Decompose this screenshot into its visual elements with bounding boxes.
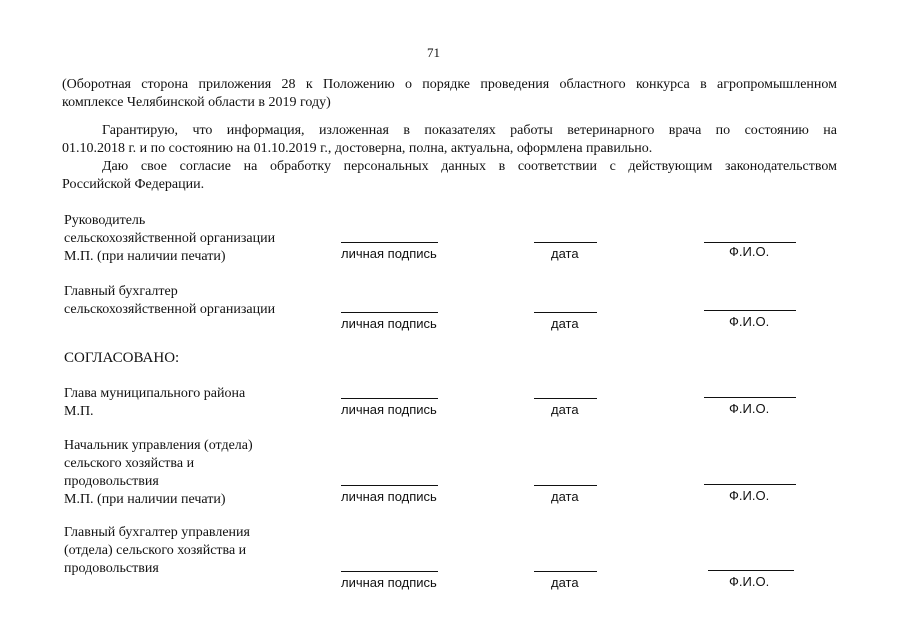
label-line: (отдела) сельского хозяйства и <box>64 543 247 558</box>
date-line <box>534 312 597 313</box>
signature-caption: личная подпись <box>341 402 437 417</box>
name-line <box>704 397 796 398</box>
name-caption: Ф.И.О. <box>729 401 770 416</box>
signature-line <box>341 485 438 486</box>
guarantee-line: Гарантирую, что информация, изложенная в показателях работы ветеринарного врача по состоянию на <box>102 123 837 138</box>
label-line: Начальник управления (отдела) <box>64 438 253 453</box>
agreed-heading: СОГЛАСОВАНО: <box>64 350 180 366</box>
consent-paragraph <box>62 158 837 194</box>
name-caption: Ф.И.О. <box>729 314 770 329</box>
date-caption: дата <box>551 246 579 261</box>
label-line: продовольствия <box>64 474 159 489</box>
signatory-district-head-label <box>64 385 245 421</box>
consent-line: Российской Федерации. <box>62 177 205 192</box>
date-line <box>534 485 597 486</box>
signature-caption: личная подпись <box>341 575 437 590</box>
label-line: сельского хозяйства и <box>64 456 195 471</box>
label-line: продовольствия <box>64 561 159 576</box>
label-line: М.П. (при наличии печати) <box>64 492 226 507</box>
signatory-department-accountant-label <box>64 524 250 578</box>
signature-caption: личная подпись <box>341 316 437 331</box>
date-caption: дата <box>551 489 579 504</box>
label-line: М.П. (при наличии печати) <box>64 249 226 264</box>
guarantee-paragraph <box>62 122 837 158</box>
date-line <box>534 242 597 243</box>
label-line: сельскохозяйственной организации <box>64 231 276 246</box>
date-caption: дата <box>551 316 579 331</box>
header-note-line: (Оборотная сторона приложения 28 к Положению о порядке проведения областного конкурса в агропромышленном <box>62 77 837 92</box>
label-line: Главный бухгалтер управления <box>64 525 250 540</box>
name-caption: Ф.И.О. <box>729 244 770 259</box>
signature-line <box>341 242 438 243</box>
signatory-head-label <box>64 212 275 266</box>
guarantee-line: 01.10.2018 г. и по состоянию на 01.10.2019 г., достоверна, полна, актуальна, оформлена правильно. <box>62 141 653 156</box>
signature-caption: личная подпись <box>341 246 437 261</box>
consent-line: Даю свое согласие на обработку персональных данных в соответствии с действующим законодательством <box>102 159 837 174</box>
date-line <box>534 571 597 572</box>
label-line: Глава муниципального района <box>64 386 246 401</box>
name-line <box>704 484 796 485</box>
signature-caption: личная подпись <box>341 489 437 504</box>
label-line: Главный бухгалтер <box>64 284 178 299</box>
signature-line <box>341 398 438 399</box>
label-line: сельскохозяйственной организации <box>64 302 276 317</box>
name-line <box>704 310 796 311</box>
name-line <box>708 570 794 571</box>
header-note-line: комплексе Челябинской области в 2019 году) <box>62 95 331 110</box>
name-caption: Ф.И.О. <box>729 488 770 503</box>
date-caption: дата <box>551 402 579 417</box>
signatory-chief-accountant-label <box>64 283 275 319</box>
page-number: 71 <box>427 45 440 60</box>
date-line <box>534 398 597 399</box>
signature-line <box>341 312 438 313</box>
header-note <box>62 76 837 112</box>
label-line: М.П. <box>64 404 94 419</box>
signature-line <box>341 571 438 572</box>
date-caption: дата <box>551 575 579 590</box>
name-line <box>704 242 796 243</box>
name-caption: Ф.И.О. <box>729 574 770 589</box>
signatory-department-head-label <box>64 437 253 509</box>
label-line: Руководитель <box>64 213 146 228</box>
